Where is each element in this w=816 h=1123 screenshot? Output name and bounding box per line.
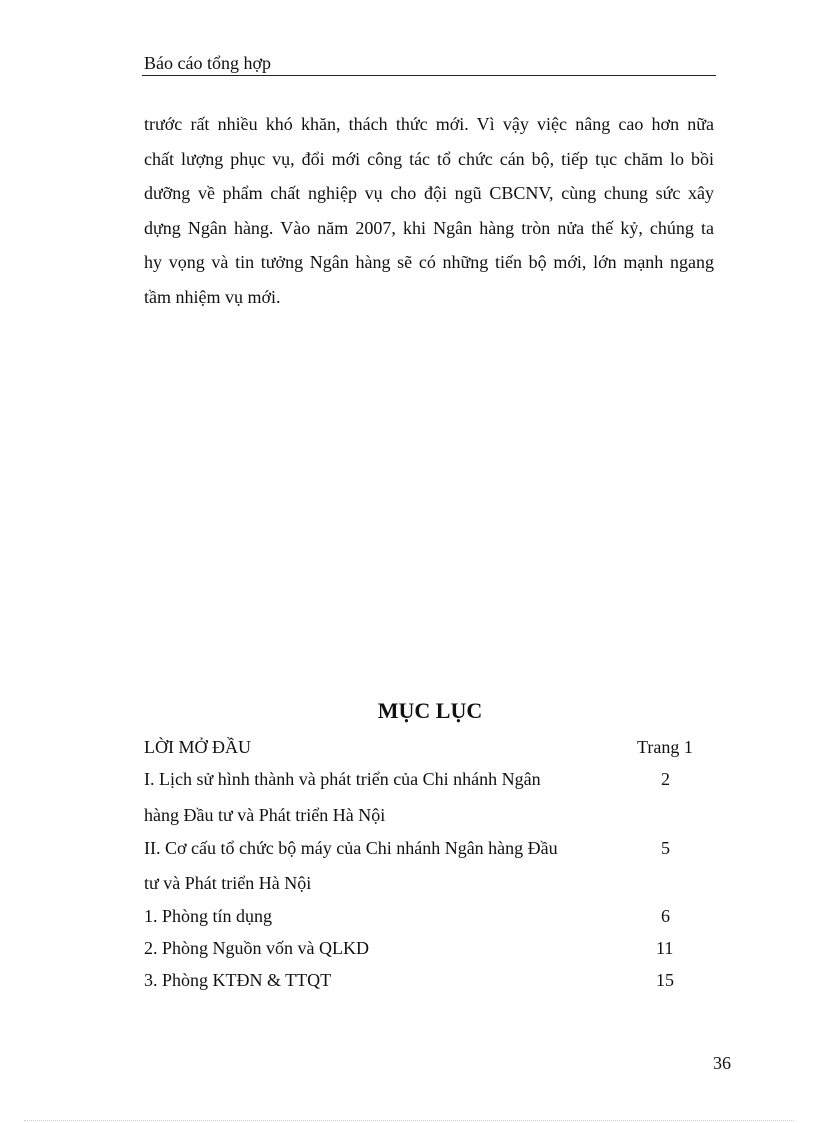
toc-entry-page: 11 xyxy=(656,938,674,958)
toc-entry-page: Trang 1 xyxy=(637,737,693,757)
toc-entry-label: II. Cơ cấu tổ chức bộ máy của Chi nhánh Ngân hàng Đầu xyxy=(144,838,558,858)
body-line: dựng Ngân hàng. Vào năm 2007, khi Ngân hàng tròn nửa thế kỷ, chúng ta xyxy=(144,217,714,238)
header-title: Báo cáo tổng hợp xyxy=(144,53,271,73)
toc-entry-label: I. Lịch sử hình thành và phát triển của Chi nhánh Ngân xyxy=(144,769,541,789)
page-bottom-border xyxy=(24,1120,794,1121)
toc-entry-label: hàng Đầu tư và Phát triển Hà Nội xyxy=(144,805,386,825)
toc-entry-page: 2 xyxy=(661,769,670,789)
body-line: trước rất nhiều khó khăn, thách thức mới. Vì vậy việc nâng cao hơn nữa xyxy=(144,114,714,134)
header-rule xyxy=(142,75,716,76)
toc-entry-label: 3. Phòng KTĐN & TTQT xyxy=(144,970,332,990)
toc-entry-label: LỜI MỞ ĐẦU xyxy=(144,737,251,757)
toc-entry-label: 2. Phòng Nguồn vốn và QLKD xyxy=(144,938,369,958)
body-paragraph xyxy=(144,107,714,314)
toc-title: MỤC LỤC xyxy=(377,698,483,723)
body-line: hy vọng và tin tưởng Ngân hàng sẽ có những tiến bộ mới, lớn mạnh ngang xyxy=(144,252,714,272)
toc-entry-label: tư và Phát triển Hà Nội xyxy=(144,873,312,893)
toc-entry-page: 6 xyxy=(661,906,670,926)
toc-entry-page: 5 xyxy=(661,838,670,858)
toc-entry-page: 15 xyxy=(656,970,674,990)
body-line: dưỡng về phẩm chất nghiệp vụ cho đội ngũ CBCNV, cùng chung sức xây xyxy=(144,183,714,203)
toc-entry-label: 1. Phòng tín dụng xyxy=(144,906,273,926)
body-line: chất lượng phục vụ, đổi mới công tác tổ chức cán bộ, tiếp tục chăm lo bồi xyxy=(144,148,714,169)
page-number: 36 xyxy=(713,1053,731,1073)
body-line: tầm nhiệm vụ mới. xyxy=(144,286,281,307)
